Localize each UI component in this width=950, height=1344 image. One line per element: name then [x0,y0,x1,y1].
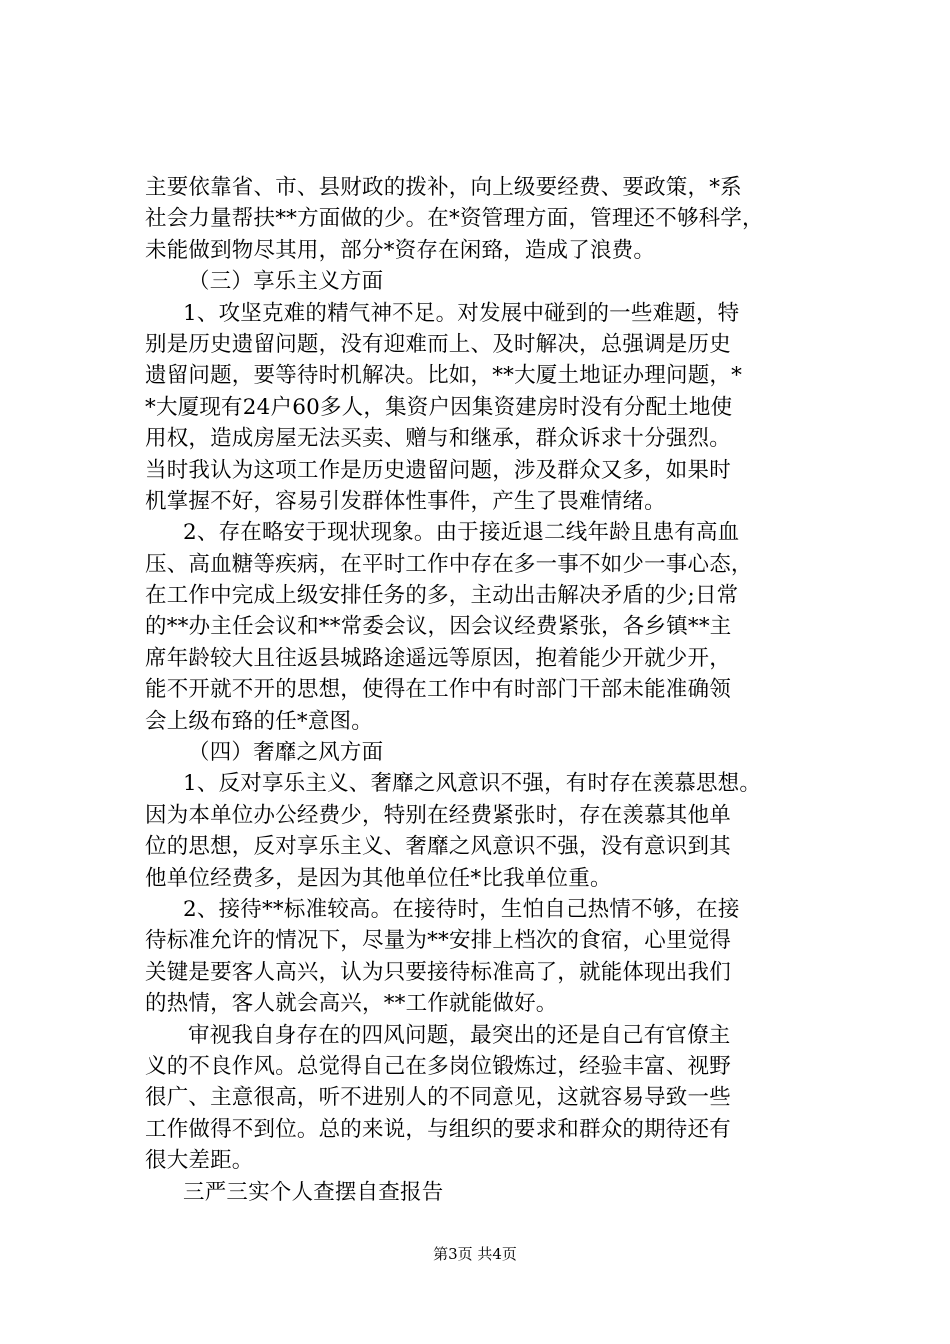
text-line: 当时我认为这项工作是历史遗留问题，涉及群众又多，如果时 [145,457,731,483]
text-line: 用权，造成房屋无法买卖、赠与和继承，群众诉求十分强烈。 [145,426,731,452]
text-line: 1、反对享乐主义、奢靡之风意识不强，有时存在羡慕思想。 [183,771,762,797]
text-line: 会上级布臵的任*意图。 [145,708,373,734]
text-line: 在工作中完成上级安排任务的多，主动出击解决矛盾的少;日常 [145,583,739,609]
text-line: 的**办主任会议和**常委会议，因会议经费紧张，各乡镇**主 [145,614,732,640]
text-line: *大厦现有24户60多人，集资户因集资建房时没有分配土地使 [145,394,733,420]
text-line: 别是历史遗留问题，没有迎难而上、及时解决，总强调是历史 [145,331,731,357]
text-line: 遗留问题，要等待时机解决。比如，**大厦土地证办理问题，* [145,363,743,389]
text-line: 他单位经费多，是因为其他单位任*比我单位重。 [145,865,612,891]
text-line: 2、接待**标准较高。在接待时，生怕自己热情不够，在接 [183,896,740,922]
text-line: 1、攻坚克难的精气神不足。对发展中碰到的一些难题，特 [183,300,740,326]
text-line: 很大差距。 [145,1148,254,1174]
text-line: 工作做得不到位。总的来说，与组织的要求和群众的期待还有 [145,1116,731,1142]
text-line: 机掌握不好，容易引发群体性事件，产生了畏难情绪。 [145,488,666,514]
text-line: （四）奢靡之风方面 [188,740,384,766]
text-line: 能不开就不开的思想，使得在工作中有时部门干部未能准确领 [145,677,731,703]
text-line: 2、存在略安于现状现象。由于接近退二线年龄且患有高血 [183,520,740,546]
text-line: 席年龄较大且往返县城路途遥远等原因，抱着能少开就少开， [145,645,731,671]
text-line: （三）享乐主义方面 [188,269,384,295]
text-line: 待标准允许的情况下，尽量为**安排上档次的食宿，心里觉得 [145,928,732,954]
text-line: 关键是要客人高兴，认为只要接待标准高了，就能体现出我们 [145,959,731,985]
text-line: 审视我自身存在的四风问题，最突出的还是自己有官僚主 [188,1022,731,1048]
text-line: 的热情，客人就会高兴，**工作就能做好。 [145,991,558,1017]
text-line: 位的思想，反对享乐主义、奢靡之风意识不强，没有意识到其 [145,834,731,860]
document-body [145,172,813,1208]
text-line: 因为本单位办公经费少，特别在经费紧张时，存在羡慕其他单 [145,802,731,828]
text-line: 未能做到物尽其用，部分*资存在闲臵，造成了浪费。 [145,237,656,263]
text-line: 主要依靠省、市、县财政的拨补，向上级要经费、要政策，*系 [145,175,742,200]
text-line: 义的不良作风。总觉得自己在多岗位锻炼过，经验丰富、视野 [145,1053,731,1079]
text-line: 三严三实个人查摆自查报告 [183,1179,444,1205]
page-footer: 第3页 共4页 [433,1245,517,1263]
text-line: 压、高血糖等疾病，在平时工作中存在多一事不如少一事心态， [145,551,753,577]
text-line: 社会力量帮扶**方面做的少。在*资管理方面，管理还不够科学， [145,206,764,232]
text-line: 很广、主意很高，听不进别人的不同意见，这就容易导致一些 [145,1085,731,1111]
